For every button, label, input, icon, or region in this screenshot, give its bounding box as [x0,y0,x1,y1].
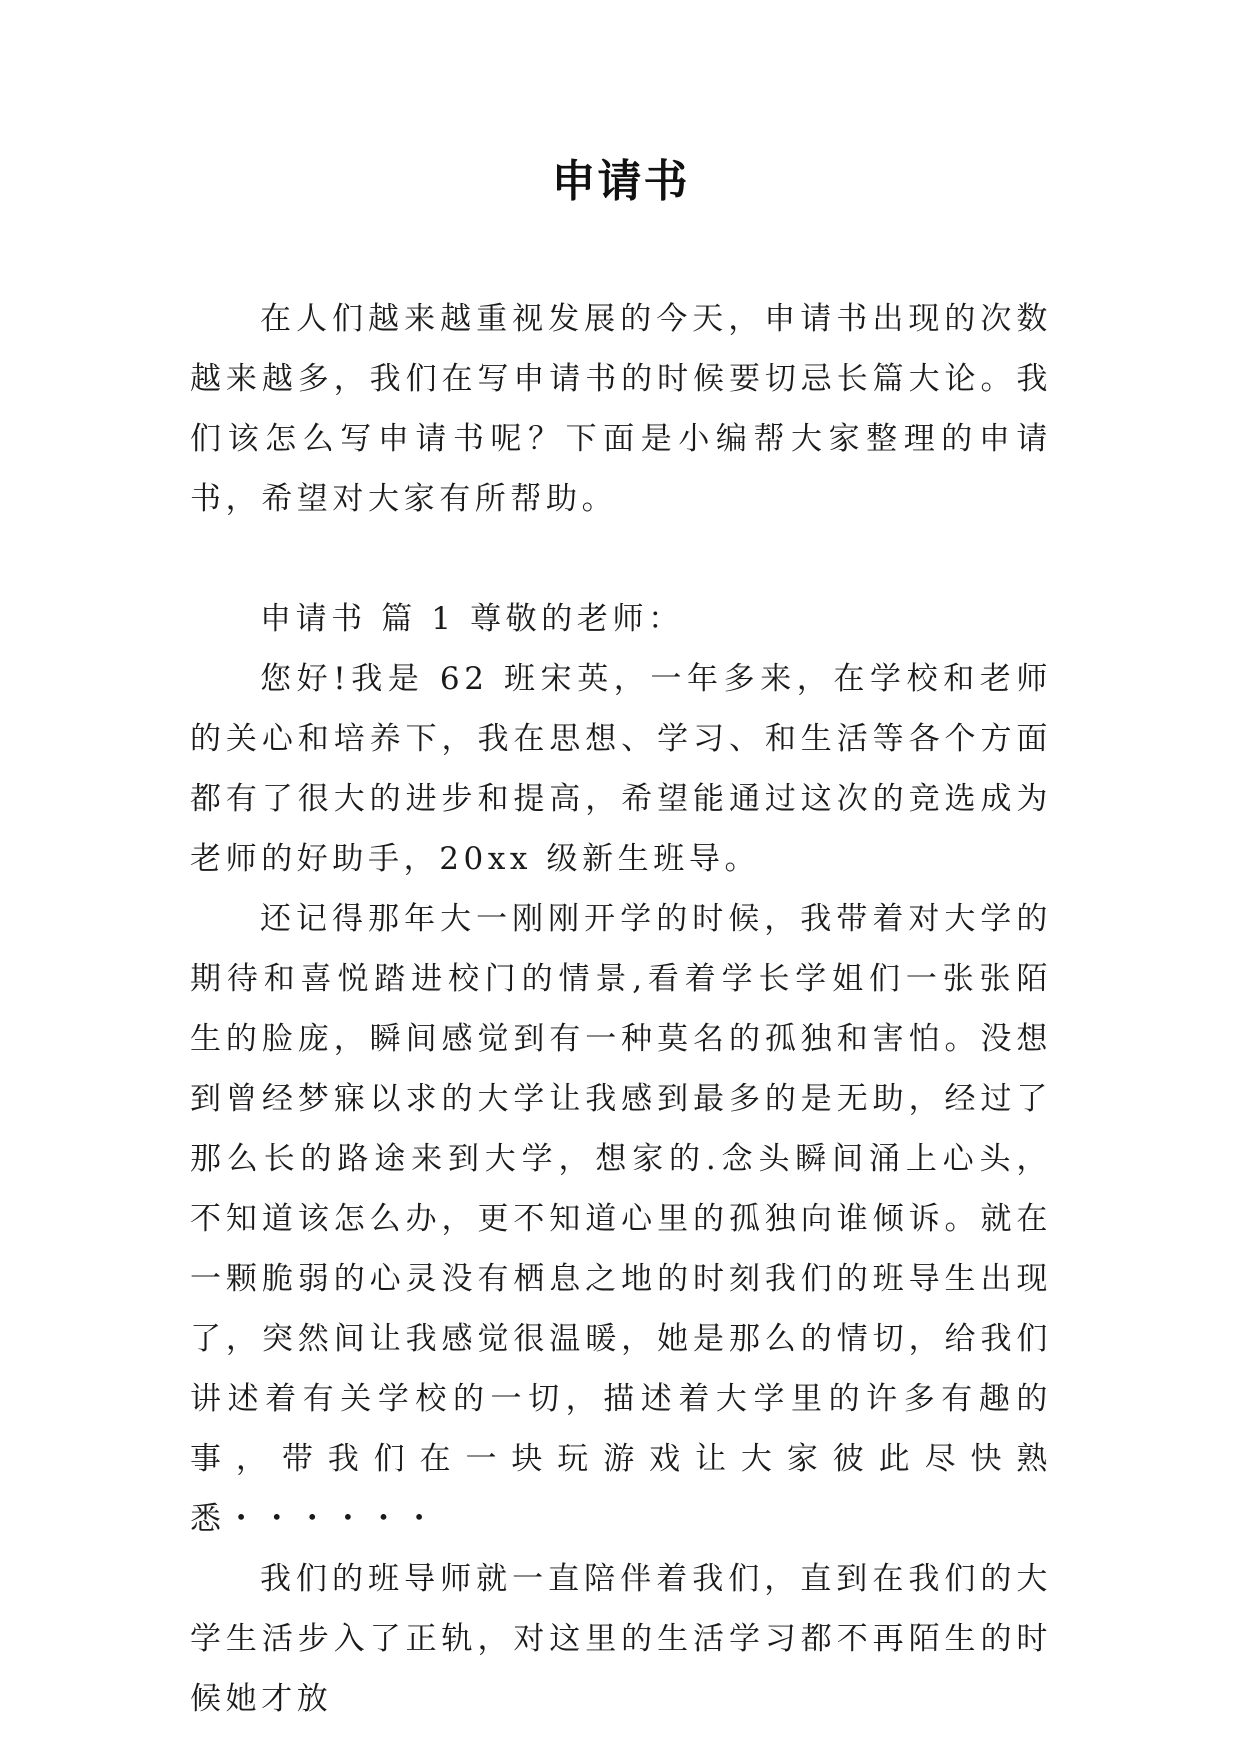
document-body [190,289,1052,1729]
section-heading-paragraph: 申请书 篇 1 尊敬的老师： [260,601,684,637]
body-paragraph: 我们的班导师就一直陪伴着我们，直到在我们的大学生活步入了正轨，对这里的生活学习都不再陌生的时候她才放 [190,1561,1052,1717]
document-title: 申请书 [551,156,690,207]
intro-paragraph: 在人们越来越重视发展的今天，申请书出现的次数越来越多，我们在写申请书的时候要切忌长篇大论。我们该怎么写申请书呢？下面是小编帮大家整理的申请书，希望对大家有所帮助。 [190,301,1052,517]
body-paragraph: 您好!我是 62 班宋英，一年多来，在学校和老师的关心和培养下，我在思想、学习、和生活等各个方面都有了很大的进步和提高，希望能通过这次的竞选成为老师的好助手，20xx 级新生班导。 [190,661,1052,877]
body-paragraph: 还记得那年大一刚刚开学的时候，我带着对大学的期待和喜悦踏进校门的情景,看着学长学姐们一张张陌生的脸庞，瞬间感觉到有一种莫名的孤独和害怕。没想到曾经梦寐以求的大学让我感到最多的是无助，经过了那么长的路途来到大学，想家的.念头瞬间涌上心头，不知道该怎么办，更不知道心里的孤独向谁倾诉。就在一颗脆弱的心灵没有栖息之地的时刻我们的班导生出现了，突然间让我感觉很温暖，她是那么的情切，给我们讲述着有关学校的一切，描述着大学里的许多有趣的事，带我们在一块玩游戏让大家彼此尽快熟悉・・・・・・ [190,901,1052,1537]
